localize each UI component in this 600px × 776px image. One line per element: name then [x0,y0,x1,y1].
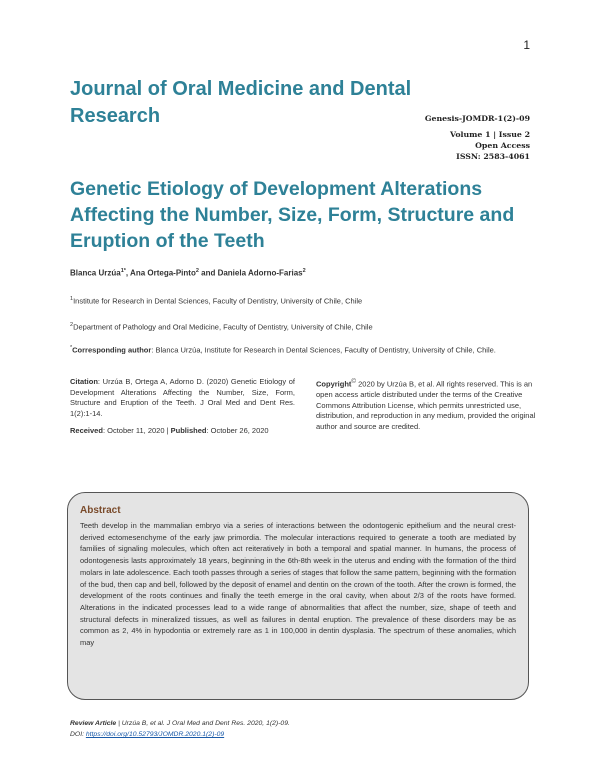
author-separator: , [125,268,131,278]
volume-issue: Volume 1 | Issue 2 [450,130,530,139]
corresponding-author [70,342,530,357]
received-label: Received [70,426,103,435]
footer-citation [70,718,290,729]
page-number: 1 [523,38,530,52]
affiliation-2 [70,319,530,334]
abstract-box [67,492,529,700]
copyright-block [316,377,541,432]
author-name: Daniela Adorno-Farias [217,268,303,278]
author-superscript: 2 [195,268,199,274]
dates [70,426,295,437]
footer-doi [70,729,290,740]
author-superscript: 1* [120,268,126,274]
footer [70,718,290,740]
affiliation-text: Department of Pathology and Oral Medicine, Faculty of Dentistry, University of Chile, Chile [73,322,373,332]
access-label: Open Access [475,141,530,150]
issn: ISSN: 2583-4061 [456,152,530,161]
affiliation-1 [70,293,530,308]
citation-label: Citation [70,377,98,386]
corresponding-superscript: * [70,345,73,351]
abstract-heading: Abstract [80,505,121,516]
citation [70,377,295,419]
author-separator: and [198,268,218,278]
doi-label: DOI: [70,731,86,738]
copyright-symbol: © [351,378,357,385]
citation-text: : Urzúa B, Ortega A, Adorno D. (2020) Genetic Etiology of Development Alterations Affecting the Number, Size, Form, Structure and Eruption of the Teeth. J Oral Med and Dent Res. 1(2):1-14. [70,377,295,418]
author-superscript: 2 [302,268,306,274]
author-name: Ana Ortega-Pinto [130,268,196,278]
copyright-label: Copyright [316,379,352,389]
abstract-text: Teeth develop in the mammalian embryo via a series of interactions between the odontogenic epithelium and the neural crest-derived ectomesenchyme of the early jaw primordia. The molecular interactions required to generate a tooth are mediated by families of signaling molecules, which often act reiteratively in both a temporal and spatial manner. In humans, the process of odontogenesis lasts approximately 18 years, beginning in the 6th-8th week in the uterus and ending with the formation of the third molars in late adolescence. Each tooth passes through a series of stages that follow the same pattern, beginning with the formation of the bud, then cap and bell, followed by the deposit of enamel and dentin on the crown of the tooth. After the crown is formed, the development of the roots continues and finally the teeth emerge in the oral cavity, when about 2/3 of the roots have formed. Alterations in the indicated processes lead to a wide range of abnormalities that affect the number, size, shape of teeth and structural defects in mineralized tissues, as well as failures in dental eruption. The prevalence of these disorders may be as common as 2, 4% in hypodontia or extremely rare as 1 in 100,000 in dentin dysplasia. The spectrum of these anomalies, which may [80,521,516,648]
footer-cite: | Urzúa B, et al. J Oral Med and Dent Res. 2020, 1(2)-09. [116,720,290,727]
journal-meta [425,113,530,162]
journal-code: Genesis-JOMDR-1(2)-09 [424,114,530,123]
article-type: Review Article [70,720,117,727]
author-name: Blanca Urzúa [70,268,121,278]
received-date: : October 11, 2020 | [102,426,171,435]
corresponding-label: Corresponding author [72,345,152,355]
citation-block [70,377,295,437]
affiliation-superscript: 2 [70,322,74,328]
journal-title: Journal of Oral Medicine and Dental Research [70,78,412,127]
affiliation-text: Institute for Research in Dental Sciences, Faculty of Dentistry, University of Chile, Chile [73,296,363,306]
published-date: : October 26, 2020 [206,426,269,435]
doi-link[interactable]: https://doi.org/10.52793/JOMDR.2020.1(2)-09 [85,731,225,738]
copyright-text: 2020 by Urzúa B, et al. All rights reserved. This is an open access article distributed under the terms of the Creative Commons Attribution License, which permits unrestricted use, distribution, and reproduction in any medium, provided the original author and source are credited. [316,379,536,431]
published-label: Published [170,426,207,435]
article-title: Genetic Etiology of Development Alterations Affecting the Number, Size, Form, Structure and Eruption of the Teeth [70,178,515,252]
corresponding-text: : Blanca Urzúa, Institute for Research in Dental Sciences, Faculty of Dentistry, University of Chile, Chile. [151,345,496,355]
author-list [70,268,306,278]
affiliation-superscript: 1 [70,296,74,302]
